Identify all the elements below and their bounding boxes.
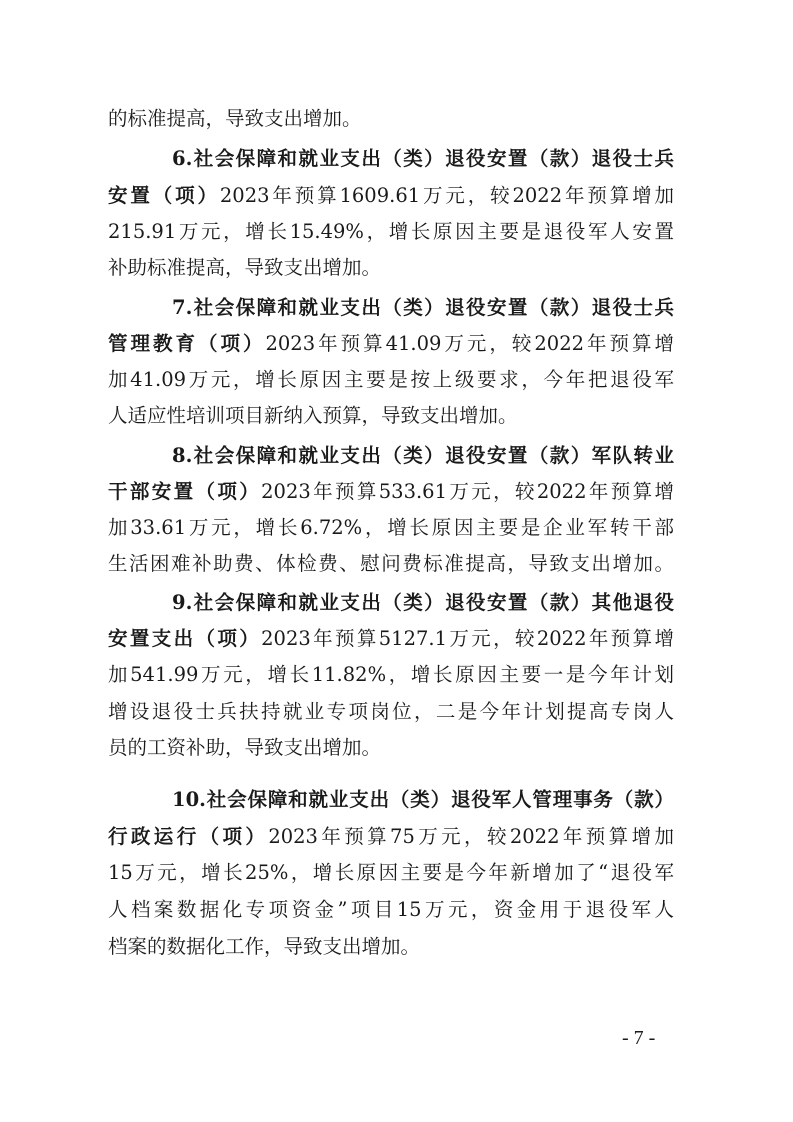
paragraph-heading-line [172, 293, 674, 323]
item-heading: 管理教育（项） [108, 332, 266, 355]
paragraph-line: 补助标准提高，导致支出增加。 [108, 256, 382, 279]
paragraph-line: 15万元，增长25%，增长原因主要是今年新增加了“退役军 [108, 861, 674, 884]
paragraph-line: 加33.61万元，增长6.72%，增长原因主要是企业军转干部 [108, 516, 674, 539]
item-heading: 行政运行（项） [108, 825, 269, 848]
item-heading: 10.社会保障和就业支出（类）退役军人管理事务（款） [172, 788, 674, 811]
paragraph-line: 安置（项）2023年预算1609.61万元，较2022年预算增加 [108, 184, 674, 207]
paragraph-line: 员的工资补助，导致支出增加。 [108, 736, 382, 759]
paragraph-line: 人档案数据化专项资金”项目15万元，资金用于退役军人 [108, 898, 674, 921]
paragraph-line: 档案的数据化工作，导致支出增加。 [108, 935, 421, 958]
paragraph-line: 行政运行（项）2023年预算75万元，较2022年预算增加 [108, 825, 674, 848]
paragraph-heading-line [172, 785, 674, 815]
paragraph-line: 的标准提高，导致支出增加。 [108, 107, 362, 130]
paragraph-heading-line [172, 588, 674, 618]
item-heading: 干部安置（项） [108, 480, 262, 503]
item-heading: 8.社会保障和就业支出（类）退役安置（款）军队转业 [172, 444, 674, 467]
paragraph-line: 加41.09万元，增长原因主要是按上级要求，今年把退役军 [108, 368, 674, 391]
page-number: - 7 - [622, 1027, 656, 1049]
paragraph-line: 加541.99万元，增长11.82%，增长原因主要一是今年计划 [108, 663, 674, 686]
item-heading: 9.社会保障和就业支出（类）退役安置（款）其他退役 [172, 591, 674, 614]
item-heading: 安置支出（项） [108, 627, 262, 650]
paragraph-line: 215.91万元，增长15.49%，增长原因主要是退役军人安置 [108, 220, 674, 243]
paragraph-line: 人适应性培训项目新纳入预算，导致支出增加。 [108, 404, 518, 427]
paragraph-heading-line [172, 441, 674, 471]
item-heading: 6.社会保障和就业支出（类）退役安置（款）退役士兵 [172, 147, 674, 170]
item-heading: 安置（项） [108, 184, 220, 207]
paragraph-line: 干部安置（项）2023年预算533.61万元，较2022年预算增 [108, 480, 674, 503]
paragraph-line: 安置支出（项）2023年预算5127.1万元，较2022年预算增 [108, 627, 674, 650]
paragraph-line: 管理教育（项）2023年预算41.09万元，较2022年预算增 [108, 332, 674, 355]
item-heading: 7.社会保障和就业支出（类）退役安置（款）退役士兵 [172, 296, 674, 319]
paragraph-heading-line [172, 144, 674, 174]
paragraph-line: 增设退役士兵扶持就业专项岗位，二是今年计划提高专岗人 [108, 700, 674, 723]
paragraph-line: 生活困难补助费、体检费、慰问费标准提高，导致支出增加。 [108, 552, 674, 575]
